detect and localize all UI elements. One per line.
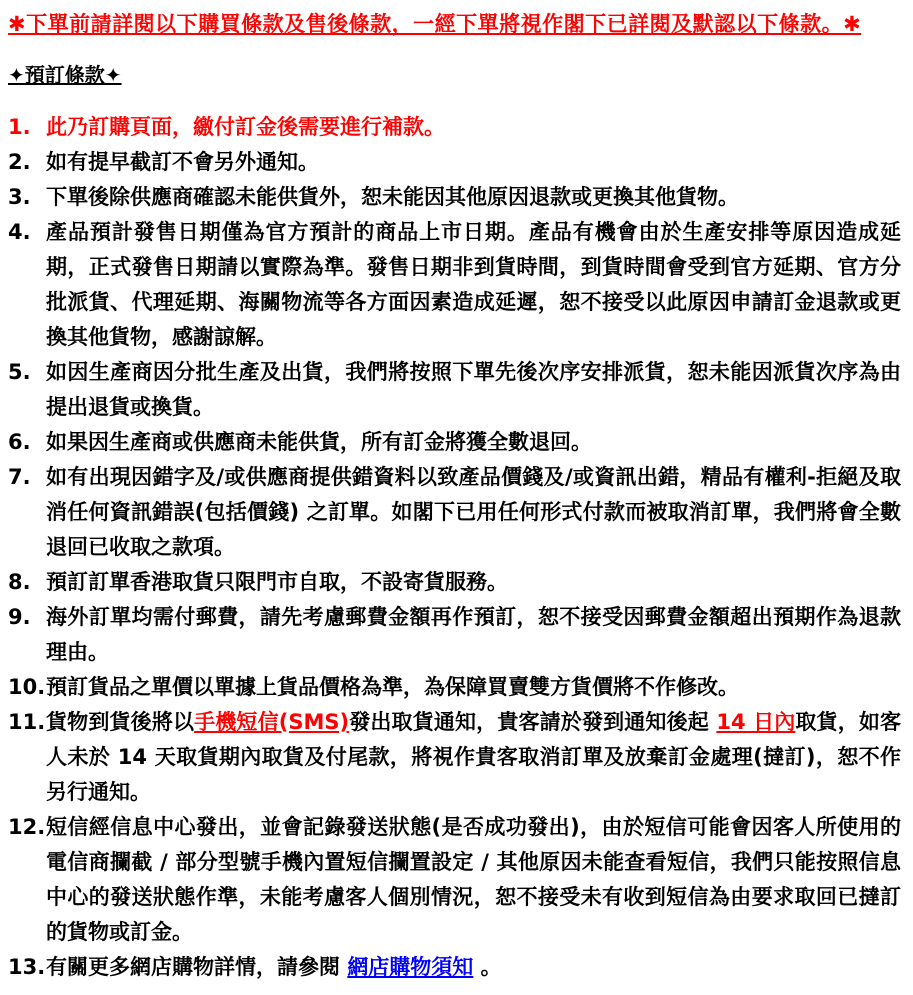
term-text-segment: 取貨，如客人未於 14 天取貨期內取貨及付尾款，將視作貴客取消訂單及放棄訂金處理(撻訂)，恕不作另行通知。 [46, 710, 902, 804]
term-text-segment: 14 日內 [716, 710, 796, 734]
term-number: 7. [8, 465, 31, 489]
term-number: 6. [8, 430, 31, 454]
term-text-segment: 發出取貨通知，貴客請於發到通知後起 [349, 710, 717, 734]
term-number: 1. [8, 115, 31, 139]
term-number: 12. [8, 815, 46, 839]
term-item-12 [8, 810, 901, 950]
term-item-8 [8, 565, 901, 600]
term-item-1 [8, 110, 901, 145]
term-text-segment: 下單後除供應商確認未能供貨外，恕未能因其他原因退款或更換其他貨物。 [46, 185, 739, 209]
term-item-2 [8, 145, 901, 180]
term-number: 10. [8, 675, 46, 699]
term-number: 5. [8, 360, 31, 384]
term-text-segment: 海外訂單均需付郵費，請先考慮郵費金額再作預訂，恕不接受因郵費金額超出預期作為退款理由。 [46, 605, 901, 664]
term-number: 8. [8, 570, 31, 594]
term-text-segment: 。 [473, 955, 502, 979]
term-item-9 [8, 600, 901, 670]
term-text-segment: 短信經信息中心發出，並會記錄發送狀態(是否成功發出)，由於短信可能會因客人所使用的電信商攔截 / 部分型號手機內置短信攔置設定 / 其他原因未能查看短信，我們只能按照信息中心的發送狀態作準，未能考慮客人個別情況，恕不接受未有收到短信為由要求取回已撻訂的貨物或訂金。 [46, 815, 901, 944]
terms-list [8, 110, 901, 985]
term-text-segment: 預訂訂單香港取貨只限門市自取，不設寄貨服務。 [46, 570, 508, 594]
term-text-segment: 此乃訂購頁面，繳付訂金後需要進行補款。 [46, 115, 445, 139]
term-item-3 [8, 180, 901, 215]
term-item-10 [8, 670, 901, 705]
term-item-4 [8, 215, 901, 355]
term-text-segment: 有關更多網店購物詳情，請參閱 [46, 955, 348, 979]
term-text-segment: 如因生產商因分批生產及出貨，我們將按照下單先後次序安排派貨，恕未能因派貨次序為由提出退貨或換貨。 [46, 360, 901, 419]
term-item-5 [8, 355, 901, 425]
term-text-segment: 貨物到貨後將以 [46, 710, 195, 734]
term-text-segment: 如有提早截訂不會另外通知。 [46, 150, 319, 174]
term-number: 4. [8, 220, 31, 244]
term-number: 13. [8, 955, 46, 979]
term-text-segment: 如果因生產商或供應商未能供貨，所有訂金將獲全數退回。 [46, 430, 592, 454]
term-text-segment: 預訂貨品之單價以單據上貨品價格為準，為保障買賣雙方貨價將不作修改。 [46, 675, 739, 699]
term-number: 9. [8, 605, 31, 629]
shop-guide-link[interactable]: 網店購物須知 [347, 955, 474, 979]
term-text-segment: 手機短信(SMS) [194, 710, 350, 734]
term-number: 11. [8, 710, 46, 734]
term-number: 2. [8, 150, 31, 174]
term-item-13 [8, 950, 901, 985]
term-text-segment: 如有出現因錯字及/或供應商提供錯資料以致產品價錢及/或資訊出錯，精品有權利-拒絕及取消任何資訊錯誤(包括價錢) 之訂單。如閣下已用任何形式付款而被取消訂單，我們將會全數退回已收取之款項。 [46, 465, 901, 559]
term-text-segment: 產品預計發售日期僅為官方預計的商品上市日期。產品有機會由於生產安排等原因造成延期，正式發售日期請以實際為準。發售日期非到貨時間，到貨時間會受到官方延期、官方分批派貨、代理延期、海關物流等各方面因素造成延遲，恕不接受以此原因申請訂金退款或更換其他貨物，感謝諒解。 [46, 220, 901, 349]
pre-order-notice: ✱下單前請詳閱以下購買條款及售後條款，一經下單將視作閣下已詳閱及默認以下條款。✱ [8, 12, 862, 36]
section-title: ✦預訂條款✦ [8, 63, 122, 87]
term-number: 3. [8, 185, 31, 209]
term-item-6 [8, 425, 901, 460]
term-item-7 [8, 460, 901, 565]
term-item-11 [8, 705, 902, 810]
